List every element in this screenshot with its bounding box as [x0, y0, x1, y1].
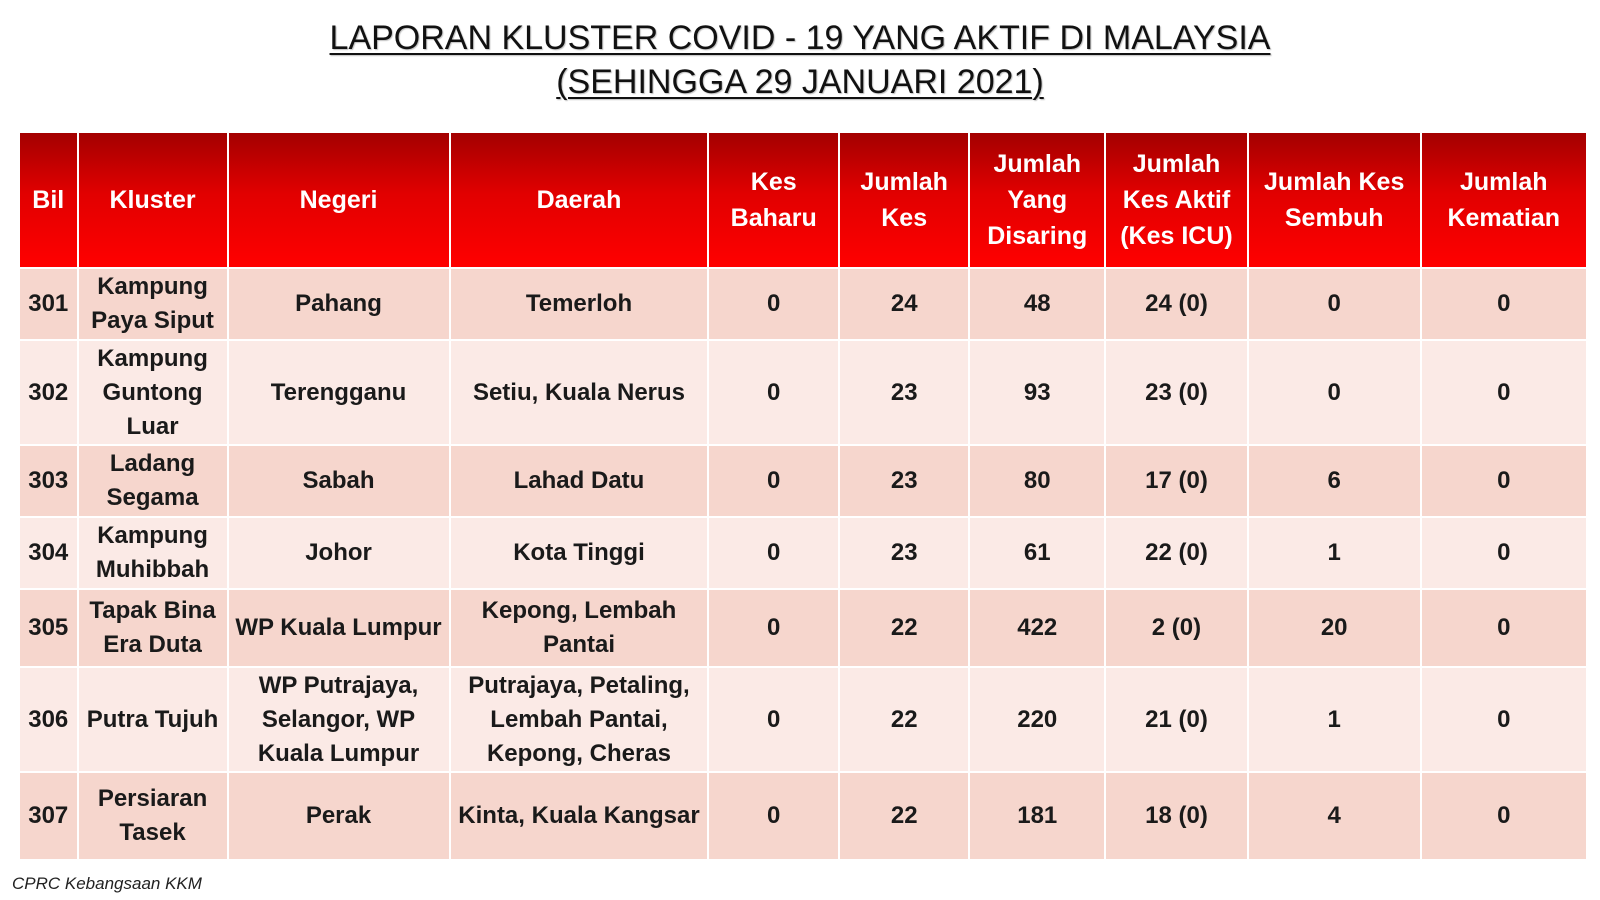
cell-negeri: WP Putrajaya, Selangor, WP Kuala Lumpur	[229, 668, 449, 771]
cell-jumlah-kes-sembuh: 0	[1249, 341, 1420, 444]
cell-negeri: Perak	[229, 773, 449, 859]
cell-kluster: Persiaran Tasek	[79, 773, 227, 859]
table-row	[20, 668, 1586, 771]
cell-bil: 301	[20, 269, 77, 339]
cell-kes-baharu: 0	[709, 518, 837, 588]
header-jumlah-kematian: Jumlah Kematian	[1422, 133, 1587, 267]
cell-jumlah-kematian: 0	[1422, 341, 1587, 444]
cell-daerah: Temerloh	[451, 269, 708, 339]
table-row	[20, 773, 1586, 859]
cell-bil: 307	[20, 773, 77, 859]
page-title	[0, 16, 1600, 104]
cell-jumlah-disaring: 80	[970, 446, 1104, 516]
table-row	[20, 446, 1586, 516]
table-row	[20, 518, 1586, 588]
cell-jumlah-disaring: 422	[970, 590, 1104, 666]
header-bil: Bil	[20, 133, 77, 267]
cell-jumlah-kematian: 0	[1422, 773, 1587, 859]
cell-jumlah-disaring: 220	[970, 668, 1104, 771]
cell-bil: 305	[20, 590, 77, 666]
cell-jumlah-kematian: 0	[1422, 668, 1587, 771]
cell-jumlah-kes: 22	[840, 773, 968, 859]
table-row	[20, 590, 1586, 666]
cell-kes-baharu: 0	[709, 590, 837, 666]
cell-jumlah-kes: 23	[840, 446, 968, 516]
cell-jumlah-kematian: 0	[1422, 269, 1587, 339]
cell-jumlah-kes-sembuh: 4	[1249, 773, 1420, 859]
cell-daerah: Setiu, Kuala Nerus	[451, 341, 708, 444]
cell-negeri: Pahang	[229, 269, 449, 339]
cell-negeri: Sabah	[229, 446, 449, 516]
header-jumlah-disaring: Jumlah Yang Disaring	[970, 133, 1104, 267]
cell-kluster: Kampung Muhibbah	[79, 518, 227, 588]
header-jumlah-kes-sembuh: Jumlah Kes Sembuh	[1249, 133, 1420, 267]
cell-jumlah-kes: 24	[840, 269, 968, 339]
source-footnote: CPRC Kebangsaan KKM	[12, 874, 202, 893]
cell-daerah: Kota Tinggi	[451, 518, 708, 588]
cell-negeri: WP Kuala Lumpur	[229, 590, 449, 666]
cell-bil: 304	[20, 518, 77, 588]
cell-daerah: Lahad Datu	[451, 446, 708, 516]
cell-jumlah-kematian: 0	[1422, 590, 1587, 666]
cell-jumlah-kes-aktif: 17 (0)	[1106, 446, 1247, 516]
cell-kes-baharu: 0	[709, 269, 837, 339]
cell-daerah: Putrajaya, Petaling, Lembah Pantai, Kepong, Cheras	[451, 668, 708, 771]
cell-negeri: Terengganu	[229, 341, 449, 444]
cluster-report-table	[18, 131, 1588, 861]
cell-jumlah-kes: 22	[840, 590, 968, 666]
cell-jumlah-kes-aktif: 18 (0)	[1106, 773, 1247, 859]
header-negeri: Negeri	[229, 133, 449, 267]
cell-kluster: Kampung Paya Siput	[79, 269, 227, 339]
cell-jumlah-kes: 23	[840, 518, 968, 588]
cell-daerah: Kepong, Lembah Pantai	[451, 590, 708, 666]
header-jumlah-kes-aktif: Jumlah Kes Aktif (Kes ICU)	[1106, 133, 1247, 267]
cell-jumlah-kes-sembuh: 1	[1249, 668, 1420, 771]
cell-kluster: Putra Tujuh	[79, 668, 227, 771]
header-jumlah-kes: Jumlah Kes	[840, 133, 968, 267]
table-header-row	[20, 133, 1586, 267]
cell-bil: 306	[20, 668, 77, 771]
cell-jumlah-disaring: 48	[970, 269, 1104, 339]
cell-daerah: Kinta, Kuala Kangsar	[451, 773, 708, 859]
cell-negeri: Johor	[229, 518, 449, 588]
table-row	[20, 269, 1586, 339]
cell-jumlah-kes-sembuh: 1	[1249, 518, 1420, 588]
cell-kluster: Tapak Bina Era Duta	[79, 590, 227, 666]
cell-kes-baharu: 0	[709, 668, 837, 771]
cell-kluster: Kampung Guntong Luar	[79, 341, 227, 444]
cell-jumlah-kes-aktif: 2 (0)	[1106, 590, 1247, 666]
table-row	[20, 341, 1586, 444]
cell-jumlah-kematian: 0	[1422, 446, 1587, 516]
cell-jumlah-kes-sembuh: 6	[1249, 446, 1420, 516]
title-line-2: (SEHINGGA 29 JANUARI 2021)	[556, 63, 1044, 101]
header-daerah: Daerah	[451, 133, 708, 267]
cell-jumlah-kematian: 0	[1422, 518, 1587, 588]
cell-jumlah-kes: 23	[840, 341, 968, 444]
header-kluster: Kluster	[79, 133, 227, 267]
cell-bil: 302	[20, 341, 77, 444]
cell-jumlah-kes-aktif: 21 (0)	[1106, 668, 1247, 771]
cell-jumlah-kes-sembuh: 20	[1249, 590, 1420, 666]
header-kes-baharu: Kes Baharu	[709, 133, 837, 267]
cell-jumlah-disaring: 61	[970, 518, 1104, 588]
cell-kes-baharu: 0	[709, 773, 837, 859]
cell-jumlah-kes-aktif: 22 (0)	[1106, 518, 1247, 588]
title-line-1: LAPORAN KLUSTER COVID - 19 YANG AKTIF DI MALAYSIA	[329, 19, 1271, 57]
cell-jumlah-disaring: 93	[970, 341, 1104, 444]
cell-kluster: Ladang Segama	[79, 446, 227, 516]
cell-kes-baharu: 0	[709, 341, 837, 444]
cell-jumlah-kes-aktif: 24 (0)	[1106, 269, 1247, 339]
cell-kes-baharu: 0	[709, 446, 837, 516]
cell-jumlah-kes-aktif: 23 (0)	[1106, 341, 1247, 444]
cell-jumlah-disaring: 181	[970, 773, 1104, 859]
cell-jumlah-kes-sembuh: 0	[1249, 269, 1420, 339]
cell-jumlah-kes: 22	[840, 668, 968, 771]
cell-bil: 303	[20, 446, 77, 516]
